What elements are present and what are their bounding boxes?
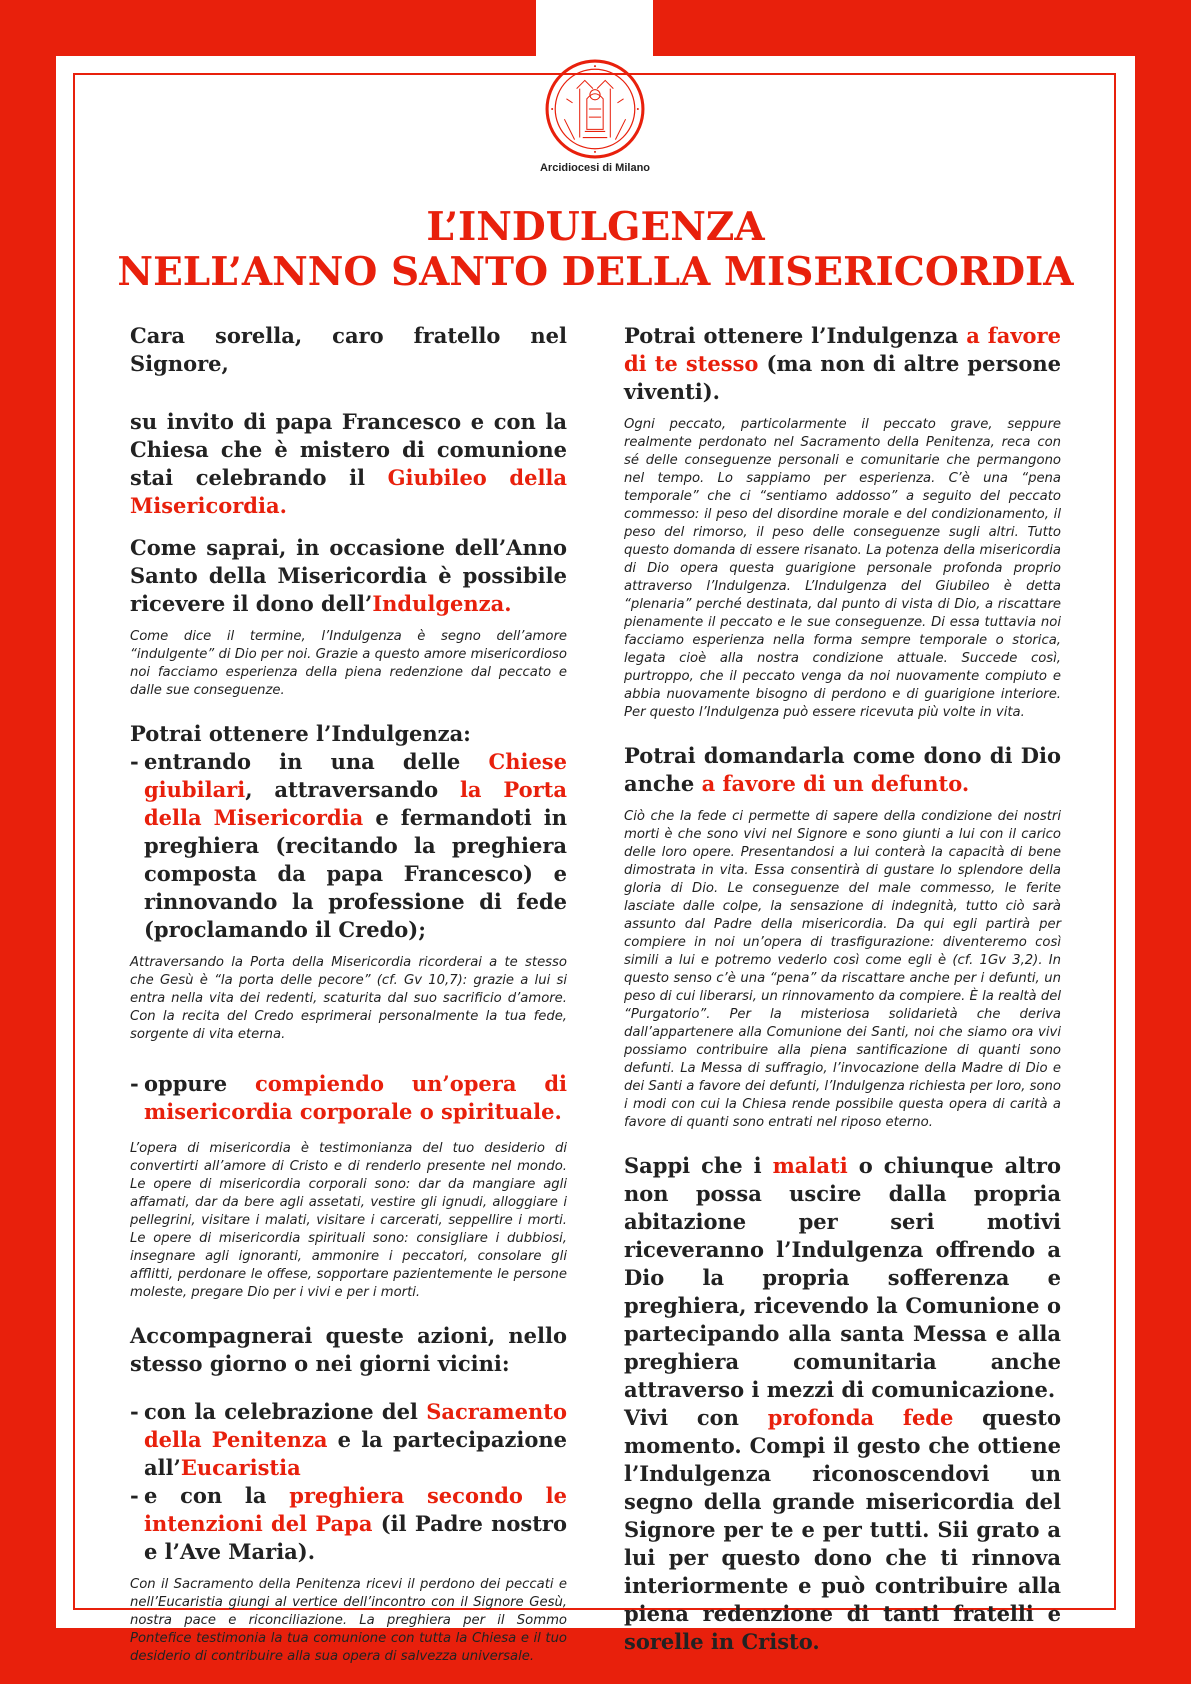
list-item-works-of-mercy: - oppure compiendo un’opera di misericordia corporale o spirituale. bbox=[130, 1071, 567, 1124]
jubilee-paragraph: Come saprai, in occasione dell’Anno Santo della Misericordia è possibile ricevere il dono dell’Indulgenza. bbox=[130, 535, 567, 616]
greeting: Cara sorella, caro fratello nel Signore, bbox=[130, 323, 567, 376]
list-item-holy-door: - entrando in una delle Chiese giubilari, attraversando la Porta della Misericordia e fermandoti in preghiera (recitando la preghiera composta da papa Francesco) e rinnovando la professione di fede (proclamando il Credo); bbox=[130, 749, 567, 942]
list-item-prayer-pope: - e con la preghiera secondo le intenzioni del Papa (il Padre nostro e l’Ave Maria). bbox=[130, 1483, 568, 1564]
note-holy-door: Attraversando la Porta della Misericordia ricorderai a te stesso che Gesù è “la porta delle pecore” (cf. Gv 10,7): grazie a lui si entra nella vita dei redenti, scaturita dal suo sacrificio d’amore. Con la recita del Credo esprimerai personalmente la tua fede, sorgente di vita eterna. bbox=[130, 955, 567, 1042]
conditions-heading: Potrai ottenere l’Indulgenza: bbox=[130, 721, 471, 746]
note-indulgence-meaning: Come dice il termine, l’Indulgenza è segno dell’amore “indulgente” di Dio per noi. Grazie a questo amore misericordioso noi facciamo esperienza della piena redenzione dal peccato e dalle sue conseguenze. bbox=[130, 629, 567, 698]
sick-paragraph: Sappi che i malati o chiunque altro non possa uscire dalla propria abitazione per seri motivi riceveranno l’Indulgenza offrendo a Dio la propria sofferenza e preghiera, ricevendo la Comunione o partecipando alla santa Messa e alla preghiera comunitaria anche attraverso i mezzi di comunicazione. bbox=[624, 1153, 1061, 1402]
accompany-heading: Accompagnerai queste azioni, nello stesso giorno o nei giorni vicini: bbox=[130, 1323, 567, 1376]
page-title bbox=[80, 205, 1111, 295]
note-works-of-mercy: L’opera di misericordia è testimonianza del tuo desiderio di convertirti all’amore di Cristo e di renderlo presente nel mondo. Le opere di misericordia corporali sono: dar da mangiare agli affamati, dar da bere agli assetati, vestire gli ignudi, alloggiare i pellegrini, visitare i malati, visitare i carcerati, seppellire i morti. Le opere di misericordia spirituali sono: consigliare i dubbiosi, insegnare agli ignoranti, ammonire i peccatori, consolare gli afflitti, perdonare le offese, sopportare pazientemente le persone moleste, pregare Dio per i vivi e per i morti. bbox=[130, 1141, 567, 1300]
left-column bbox=[130, 322, 567, 1666]
for-deceased-heading: Potrai domandarla come dono di Dio anche a favore di un defunto. bbox=[624, 743, 1061, 796]
list-item-sacraments: - con la celebrazione del Sacramento della Penitenza e la partecipazione all’Eucaristia bbox=[130, 1399, 567, 1480]
title-line-1: L’INDULGENZA bbox=[426, 204, 765, 250]
note-deceased: Ciò che la fede ci permette di sapere della condizione dei nostri morti è che sono vivi nel Signore e sono giunti a lui con il carico delle loro opere. Presentandosi a lui conterà la capacità di bene dimostrata in vita. Essa consentirà di gustare lo splendore della gloria di Dio. Le conseguenze del male commesso, le ferite lasciate dalle colpe, la sensazione di indegnità, tutto ciò sarà assunto dal Padre della misericordia. Da qui egli partirà per compiere in noi un’opera di trasfigurazione: diventeremo così simili a lui e potremo vederlo così come egli è (cf. 1Gv 3,2). In questo senso c’è una “pena” da riscattare anche per i defunti, un peso di cui liberarsi, un rinnovamento da compiere. È la realtà del “Purgatorio”. Per la misteriosa solidarietà che deriva dall’appartenere alla Comunione dei Santi, noi che siamo ora vivi possiamo contribuire alla piena santificazione di quanti sono defunti. La Messa di suffragio, l’invocazione della Madre di Dio e dei Santi a favore dei defunti, l’Indulgenza richiesta per loro, sono i modi con cui la Chiesa rende possibile questa opera di carità a favore di quanti sono entrati nel riposo eterno. bbox=[624, 809, 1061, 1130]
right-column bbox=[624, 322, 1061, 1656]
for-yourself-heading: Potrai ottenere l’Indulgenza a favore di te stesso (ma non di altre persone viventi). bbox=[624, 323, 1061, 404]
note-temporal-punishment: Ogni peccato, particolarmente il peccato grave, seppure realmente perdonato nel Sacramento della Penitenza, reca con sé delle conseguenze personali e comunitarie che permangono nel tempo. Lo sappiamo per esperienza. C’è una “pena temporale” che ci “sentiamo addosso” a seguito del peccato commesso: il peso del disordine morale e del condizionamento, il peso del rimorso, il peso delle conseguenze sugli altri. Tutto questo domanda di essere risanato. La potenza della misericordia di Dio opera questa guarigione personale profonda proprio attraverso l’Indulgenza. L’Indulgenza del Giubileo è detta “plenaria” perché destinata, dal punto di vista di Dio, a riscattare pienamente il peccato e le sue conseguenze. Di essa tuttavia noi facciamo esperienza nella forma sempre temporale o storica, legata cioè alla nostra condizione attuale. Succede così, purtroppo, che il peccato venga da noi nuovamente compiuto e abbia nuovamente bisogno di perdono e di guarigione interiore. Per questo l’Indulgenza può essere ricevuta più volte in vita. bbox=[624, 417, 1061, 720]
closing-paragraph: Vivi con profonda fede questo momento. Compi il gesto che ottiene l’Indulgenza riconoscendovi un segno della grande misericordia del Signore per te e per tutti. Sii grato a lui per questo dono che ti rinnova interiormente e può contribuire alla piena redenzione di tanti fratelli e sorelle in Cristo. bbox=[624, 1405, 1062, 1654]
title-line-2: NELL’ANNO SANTO DELLA MISERICORDIA bbox=[117, 249, 1074, 295]
intro-paragraph: su invito di papa Francesco e con la Chiesa che è mistero di comunione stai celebrando il Giubileo della Misericordia. bbox=[130, 409, 568, 518]
organization-name: Arcidiocesi di Milano bbox=[539, 162, 651, 174]
diocesan-seal-icon bbox=[544, 58, 646, 160]
note-sacraments: Con il Sacramento della Penitenza ricevi il perdono dei peccati e nell’Eucaristia giungi al vertice dell’incontro con il Signore Gesù, nostra pace e riconciliazione. La preghiera per il Sommo Pontefice testimonia la tua comunione con tutta la Chiesa e il tuo desiderio di contribuire alla sua opera di salvezza universale. bbox=[130, 1577, 567, 1664]
